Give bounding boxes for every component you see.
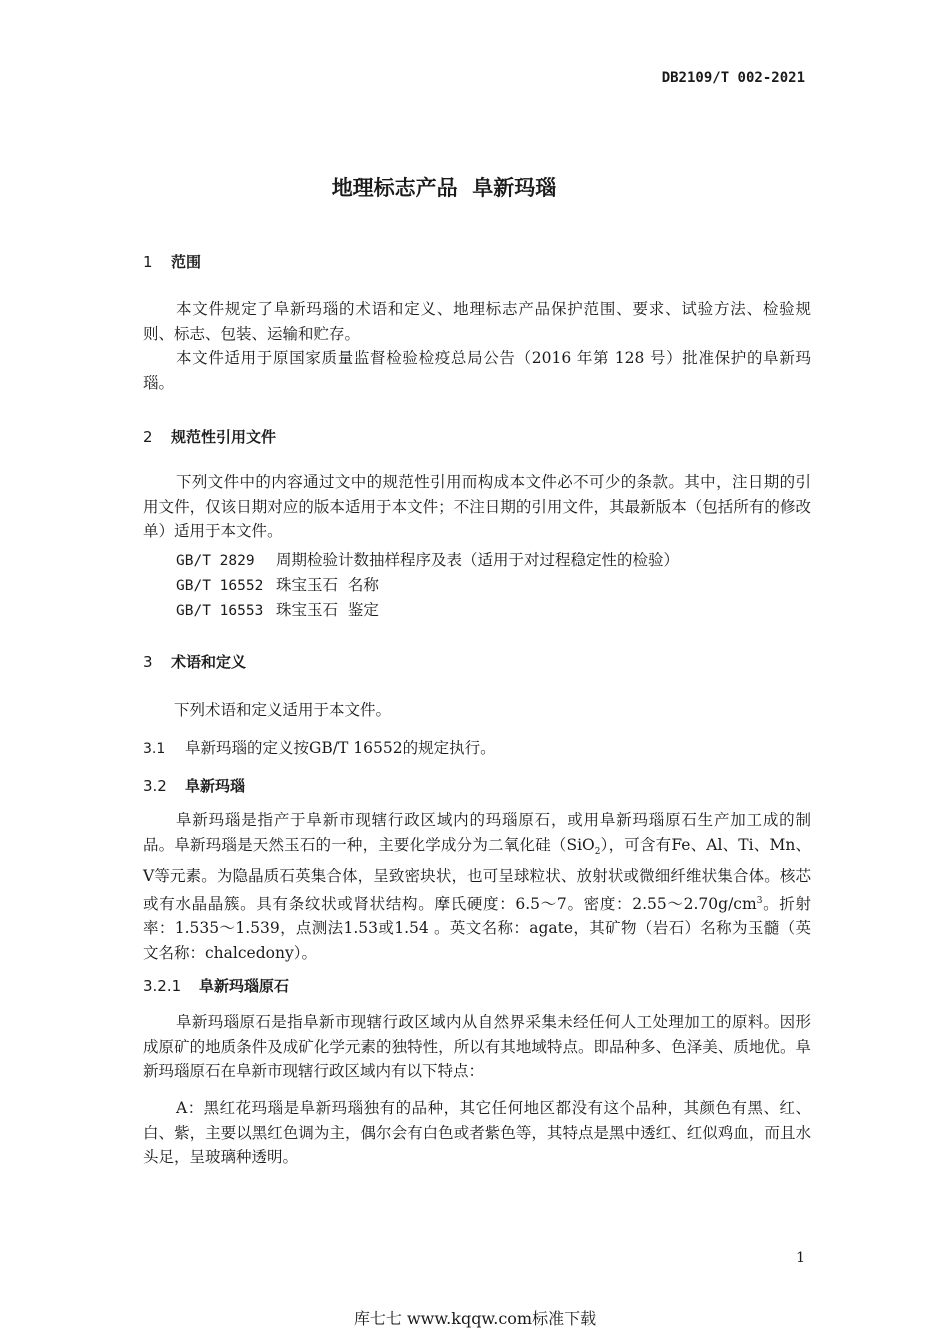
section-number: 2 (143, 428, 153, 446)
section-title: 范围 (171, 253, 202, 271)
reference-code: GB/T 2829 (176, 553, 255, 569)
clause-3-2-1-heading (143, 975, 289, 996)
clause-3-2-1-paragraph-2: A：黑红花玛瑙是阜新玛瑙独有的品种，其它任何地区都没有这个品种，其颜色有黑、红、白、紫，主要以黑红色调为主，偶尔会有白色或者紫色等，其特点是黑中透红、红似鸡血，而且水头足，呈玻璃种透明。 (143, 1099, 811, 1166)
reference-name: 珠宝玉石 鉴定 (276, 601, 379, 619)
superscript: 3 (756, 895, 763, 906)
subscript: 2 (594, 846, 601, 857)
section-1-heading (143, 251, 201, 272)
section-2-heading (143, 426, 276, 447)
section-3-heading (143, 651, 246, 672)
page-number: 1 (796, 1250, 805, 1266)
clause-text: 阜新玛瑙的定义按GB/T 16552的规定执行。 (185, 739, 496, 757)
clause-number: 3.2 (143, 777, 167, 795)
clause-3-2-paragraph (143, 808, 811, 965)
section-1-paragraph-1: 本文件规定了阜新玛瑙的术语和定义、地理标志产品保护范围、要求、试验方法、检验规则、标志、包装、运输和贮存。 (143, 300, 811, 343)
definition-text-2: ），可含有Fe、Al、Ti、Mn、V等元素。为隐晶质石英集合体，呈致密块状，也可呈球粒状、放射状或微细纤维状集合体。核芯或有水晶晶簇。具有条纹状或肾状结构。摩氏硬度：6.5～7。密度：2.55～2.70g/cm (143, 835, 811, 913)
definition-text-1: 阜新玛瑙是指产于阜新市现辖行政区域内的玛瑙原石，或用阜新玛瑙原石生产加工成的制品。阜新玛瑙是天然玉石的一种，主要化学成分为二氧化硅（SiO (143, 811, 811, 854)
clause-3-2-heading (143, 775, 245, 796)
section-2-paragraph-1: 下列文件中的内容通过文中的规范性引用而构成本文件必不可少的条款。其中，注日期的引用文件，仅该日期对应的版本适用于本文件；不注日期的引用文件，其最新版本（包括所有的修改单）适用于本文件。 (143, 473, 811, 540)
reference-item (176, 548, 679, 570)
watermark-text: 库七七 www.kqqw.com标准下载 (353, 1309, 597, 1328)
reference-name: 珠宝玉石 名称 (276, 576, 379, 594)
clause-number: 3.1 (143, 741, 166, 757)
section-1-paragraph-2: 本文件适用于原国家质量监督检验检疫总局公告（2016 年第 128 号）批准保护的阜新玛瑙。 (143, 349, 811, 392)
document-code: DB2109/T 002-2021 (661, 70, 805, 86)
section-title: 术语和定义 (171, 653, 247, 671)
reference-item (176, 573, 379, 595)
clause-3-1 (143, 736, 496, 758)
clause-title: 阜新玛瑙原石 (199, 977, 290, 995)
section-title: 规范性引用文件 (171, 428, 277, 446)
reference-name: 周期检验计数抽样程序及表（适用于对过程稳定性的检验） (276, 551, 680, 569)
definition-text-3: 。折射率：1.535～1.539，点测法1.53或1.54 。英文名称：agate，其矿物（岩石）名称为玉髓（英文名称：chalcedony）。 (143, 894, 811, 962)
clause-title: 阜新玛瑙 (185, 777, 246, 795)
section-number: 3 (143, 653, 153, 671)
reference-code: GB/T 16553 (176, 603, 264, 619)
section-number: 1 (143, 253, 153, 271)
clause-3-2-1-paragraph-1: 阜新玛瑙原石是指阜新市现辖行政区域内从自然界采集未经任何人工处理加工的原料。因形成原矿的地质条件及成矿化学元素的独特性，所以有其地域特点。即品种多、色泽美、质地优。阜新玛瑙原石在阜新市现辖行政区域内有以下特点： (143, 1013, 811, 1080)
reference-item (176, 598, 379, 620)
section-3-intro: 下列术语和定义适用于本文件。 (174, 701, 392, 719)
clause-number: 3.2.1 (143, 977, 182, 995)
document-title: 地理标志产品 阜新玛瑙 (331, 176, 557, 200)
reference-code: GB/T 16552 (176, 578, 264, 594)
